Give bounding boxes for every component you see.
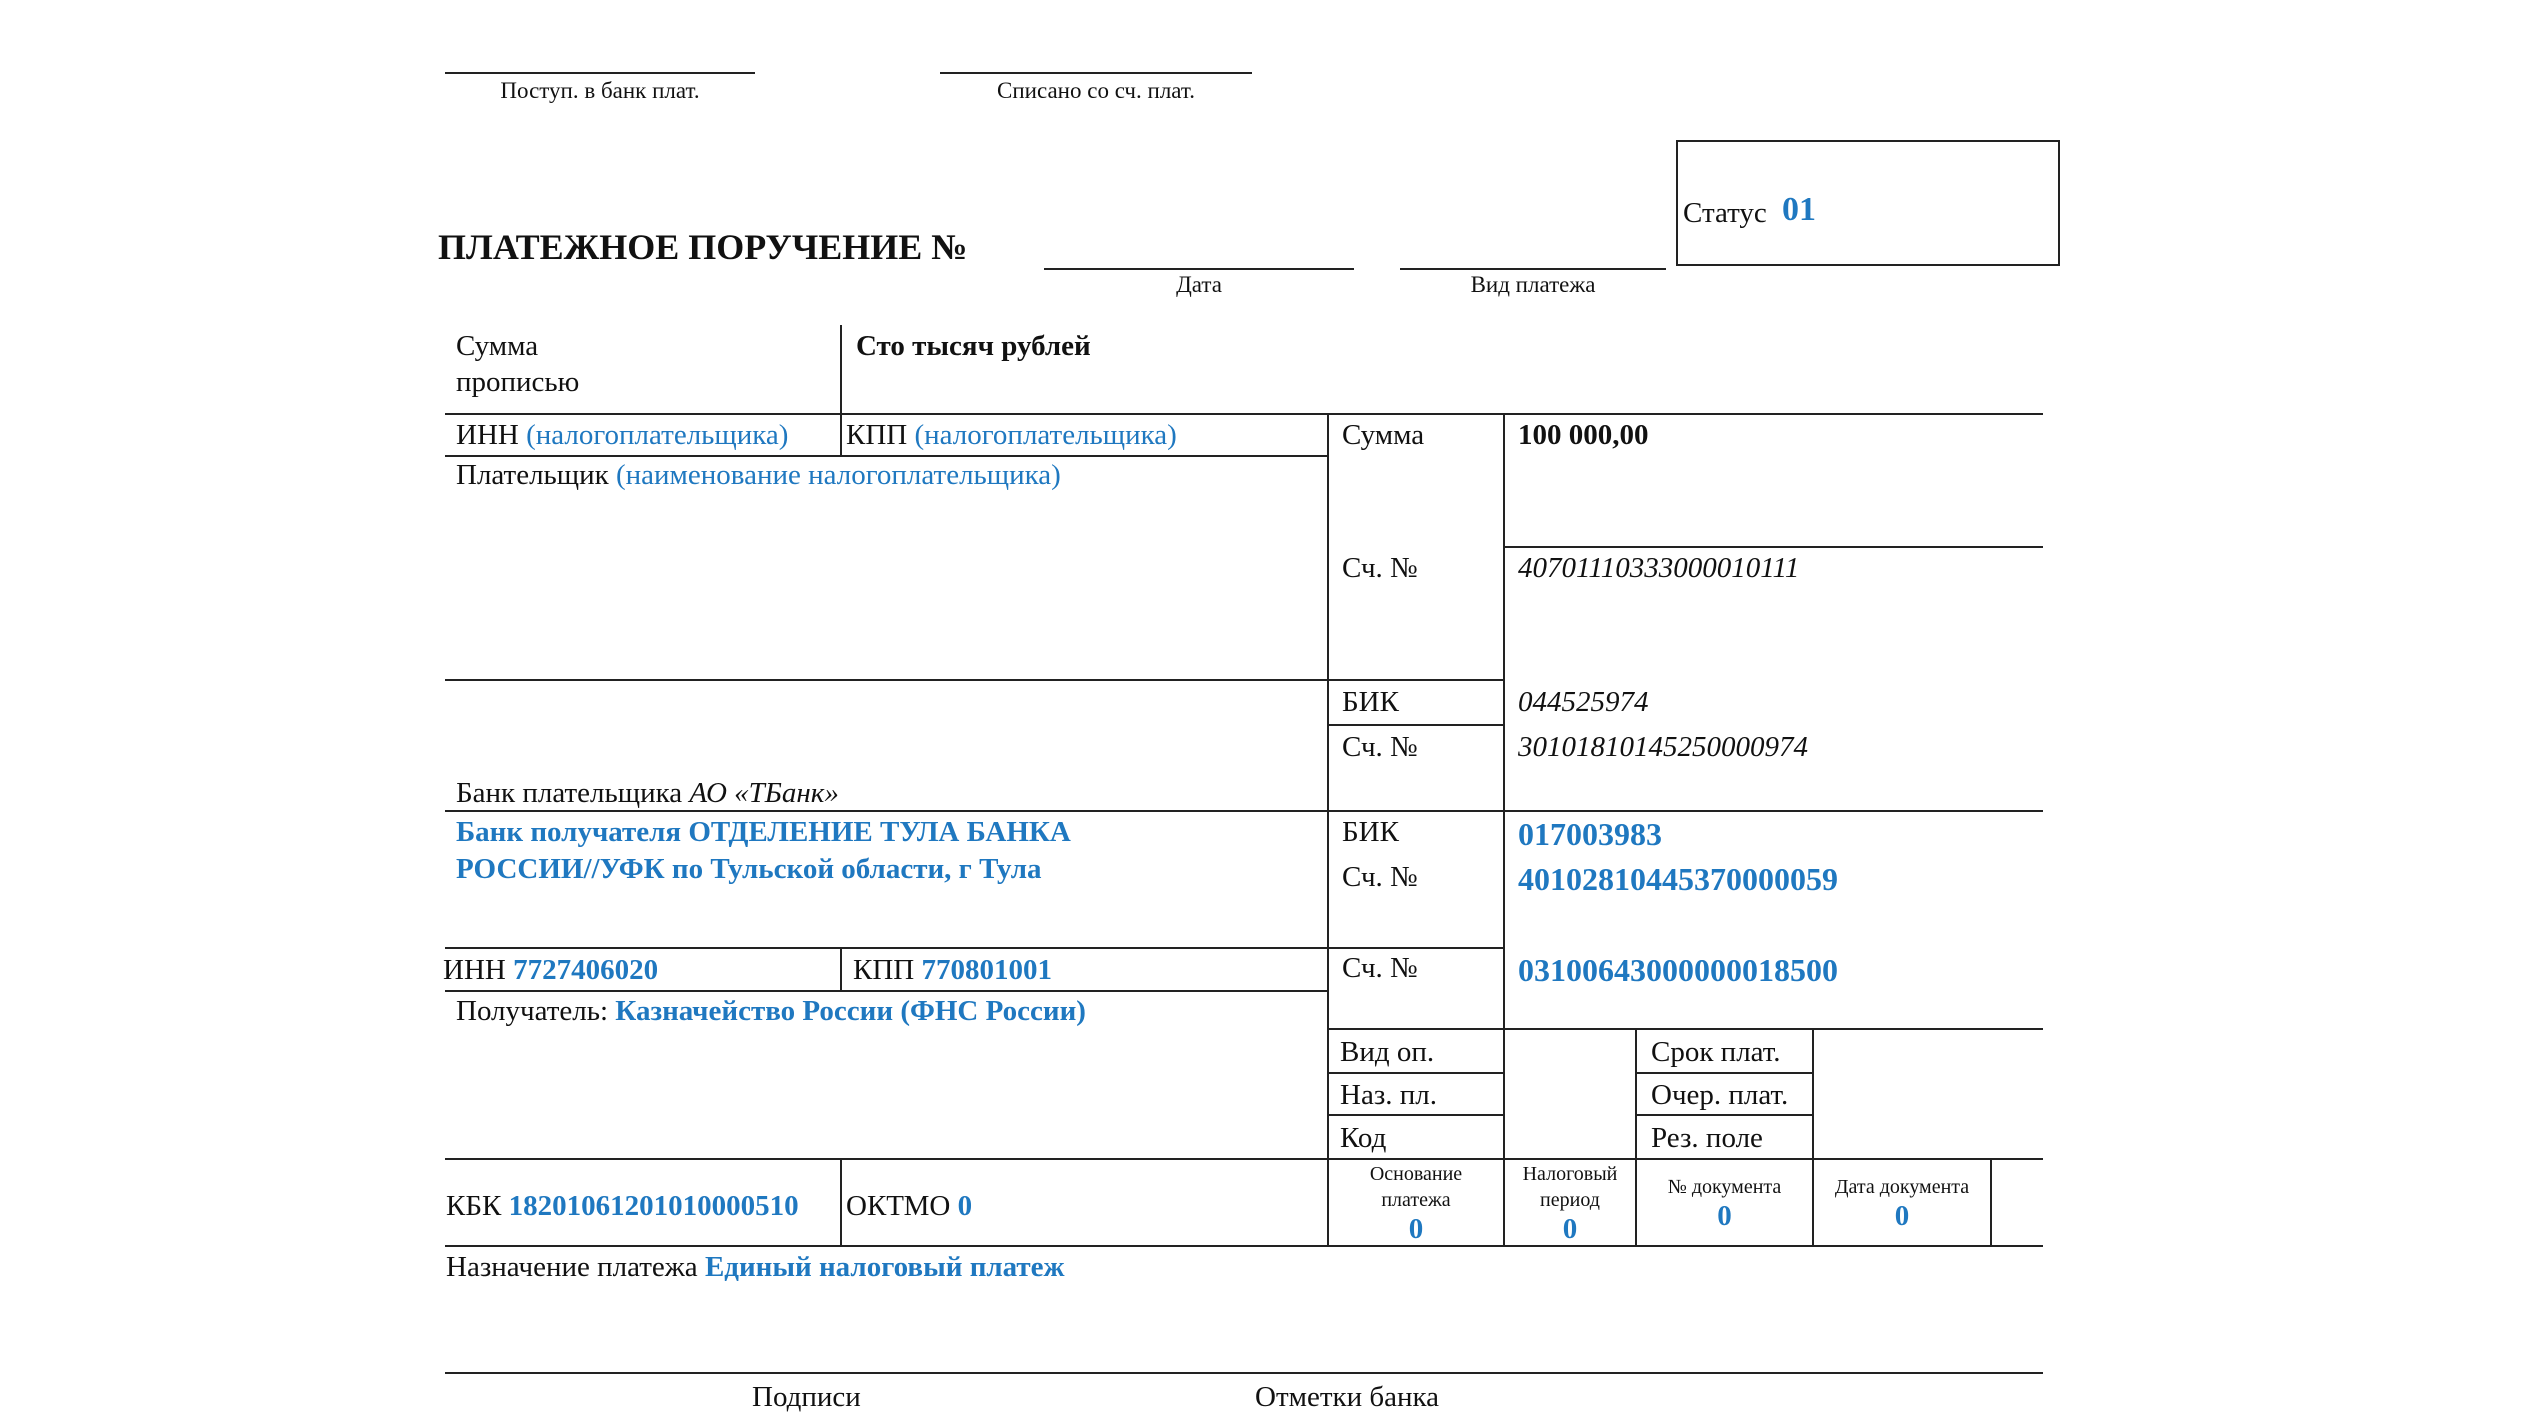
period-value: 0 — [1562, 1213, 1578, 1245]
kbk-field — [446, 1192, 799, 1221]
recipient-name-label: Получатель: — [456, 995, 609, 1027]
row-line — [1327, 1072, 1503, 1074]
payer-kpp-value: (налогоплательщика) — [914, 419, 1177, 451]
recipient-kpp-label: КПП — [853, 954, 915, 986]
col-line — [840, 1158, 842, 1245]
recipient-inn-field — [443, 956, 658, 985]
purpose-label: Назначение платежа — [446, 1251, 698, 1283]
amount-words-label-2: прописью — [456, 366, 580, 398]
code-label: Код — [1340, 1122, 1387, 1154]
date-line — [1044, 268, 1354, 270]
row-line — [445, 413, 2043, 415]
received-label: Поступ. в банк плат. — [500, 78, 700, 103]
recipient-corr-value: 40102810445370000059 — [1518, 861, 1838, 897]
row-line — [445, 455, 1327, 457]
payer-name-value: (наименование налогоплательщика) — [615, 459, 1061, 491]
payer-name-label: Плательщик — [456, 459, 609, 491]
op-type-label: Вид оп. — [1340, 1036, 1435, 1068]
amount-words-label: Сумма — [456, 330, 539, 362]
basis-label — [1329, 1161, 1503, 1213]
recipient-bik-value: 017003983 — [1518, 816, 1662, 852]
payment-type-label: Вид платежа — [1470, 272, 1596, 297]
row-line — [445, 990, 1327, 992]
recipient-bik-label: БИК — [1342, 816, 1399, 848]
reserve-label: Рез. поле — [1651, 1122, 1763, 1154]
recipient-kpp-value: 770801001 — [921, 954, 1052, 986]
doc-date-label: Дата документа — [1834, 1176, 1970, 1198]
debited-line — [940, 72, 1252, 74]
debited-label: Списано со сч. плат. — [997, 78, 1195, 103]
col-line — [840, 325, 842, 456]
period-label — [1505, 1161, 1635, 1213]
payer-kpp-label: КПП — [846, 419, 908, 451]
payer-inn-value: (налогоплательщика) — [526, 419, 789, 451]
doc-date-value: 0 — [1894, 1200, 1910, 1232]
recipient-bank-line1: Банк получателя ОТДЕЛЕНИЕ ТУЛА БАНКА — [456, 816, 1071, 848]
payer-bank-field — [456, 779, 839, 808]
status-label: Статус — [1683, 197, 1767, 229]
oktmo-field — [846, 1192, 972, 1221]
row-line — [445, 1158, 2043, 1160]
payer-bank-label: Банк плательщика — [456, 777, 683, 809]
payer-bik-label: БИК — [1342, 686, 1399, 718]
date-label: Дата — [1176, 272, 1222, 297]
basis-value: 0 — [1408, 1213, 1424, 1245]
col-line — [840, 947, 842, 991]
row-line — [1635, 1072, 1812, 1074]
oktmo-label: ОКТМО — [846, 1190, 951, 1222]
payment-type-line — [1400, 268, 1666, 270]
payer-bank-value: АО «ТБанк» — [689, 777, 839, 809]
period-label-line2: период — [1540, 1189, 1600, 1211]
purpose-type-label: Наз. пл. — [1340, 1079, 1438, 1111]
recipient-bank-line2: РОССИИ//УФК по Тульской области, г Тула — [456, 853, 1042, 885]
row-line — [1327, 1028, 2043, 1030]
row-line — [1503, 546, 2043, 548]
row-line — [445, 1245, 2043, 1247]
amount-label: Сумма — [1342, 419, 1425, 451]
payer-account-label: Сч. № — [1342, 552, 1418, 584]
order-label: Очер. плат. — [1651, 1079, 1789, 1111]
recipient-name-field — [456, 997, 1086, 1026]
row-line — [1327, 724, 1503, 726]
payer-corr-value: 30101810145250000974 — [1518, 731, 1808, 763]
received-line — [445, 72, 755, 74]
recipient-account-label: Сч. № — [1342, 952, 1418, 984]
payer-inn-field — [456, 421, 788, 450]
purpose-field — [446, 1253, 1065, 1282]
row-line — [1327, 1114, 1503, 1116]
signature-line — [445, 1372, 2043, 1374]
doc-number-label: № документа — [1667, 1176, 1782, 1198]
oktmo-value: 0 — [957, 1190, 973, 1222]
basis-label-line2: платежа — [1381, 1189, 1451, 1211]
period-label-line1: Налоговый — [1522, 1163, 1618, 1185]
status-value: 01 — [1782, 191, 1816, 228]
recipient-corr-label: Сч. № — [1342, 861, 1418, 893]
payer-kpp-field — [846, 421, 1177, 450]
signatures-label: Подписи — [752, 1381, 861, 1413]
kbk-label: КБК — [446, 1190, 502, 1222]
col-line — [1503, 413, 1505, 1245]
due-label: Срок плат. — [1651, 1036, 1781, 1068]
row-line — [445, 947, 1503, 949]
payer-inn-label: ИНН — [456, 419, 519, 451]
recipient-name-value: Казначейство России (ФНС России) — [615, 995, 1086, 1027]
row-line — [1635, 1114, 1812, 1116]
col-line — [1990, 1158, 1992, 1245]
amount-value: 100 000,00 — [1518, 419, 1649, 451]
kbk-value: 18201061201010000510 — [508, 1190, 799, 1222]
recipient-inn-value: 7727406020 — [513, 954, 659, 986]
payer-account-value: 40701110333000010111 — [1518, 552, 1800, 584]
recipient-account-value: 03100643000000018500 — [1518, 952, 1838, 988]
amount-words-value: Сто тысяч рублей — [856, 330, 1091, 362]
document-title: ПЛАТЕЖНОЕ ПОРУЧЕНИЕ № — [438, 227, 968, 267]
purpose-value: Единый налоговый платеж — [704, 1251, 1065, 1283]
recipient-kpp-field — [853, 956, 1052, 985]
payer-name-field — [456, 461, 1061, 490]
col-line — [1327, 413, 1329, 1245]
payer-bik-value: 044525974 — [1518, 686, 1649, 718]
row-line — [445, 810, 2043, 812]
row-line — [445, 679, 1503, 681]
payer-corr-label: Сч. № — [1342, 731, 1418, 763]
basis-label-line1: Основание — [1369, 1163, 1463, 1185]
recipient-inn-label: ИНН — [443, 954, 506, 986]
bank-marks-label: Отметки банка — [1255, 1381, 1440, 1413]
doc-number-value: 0 — [1717, 1200, 1732, 1232]
